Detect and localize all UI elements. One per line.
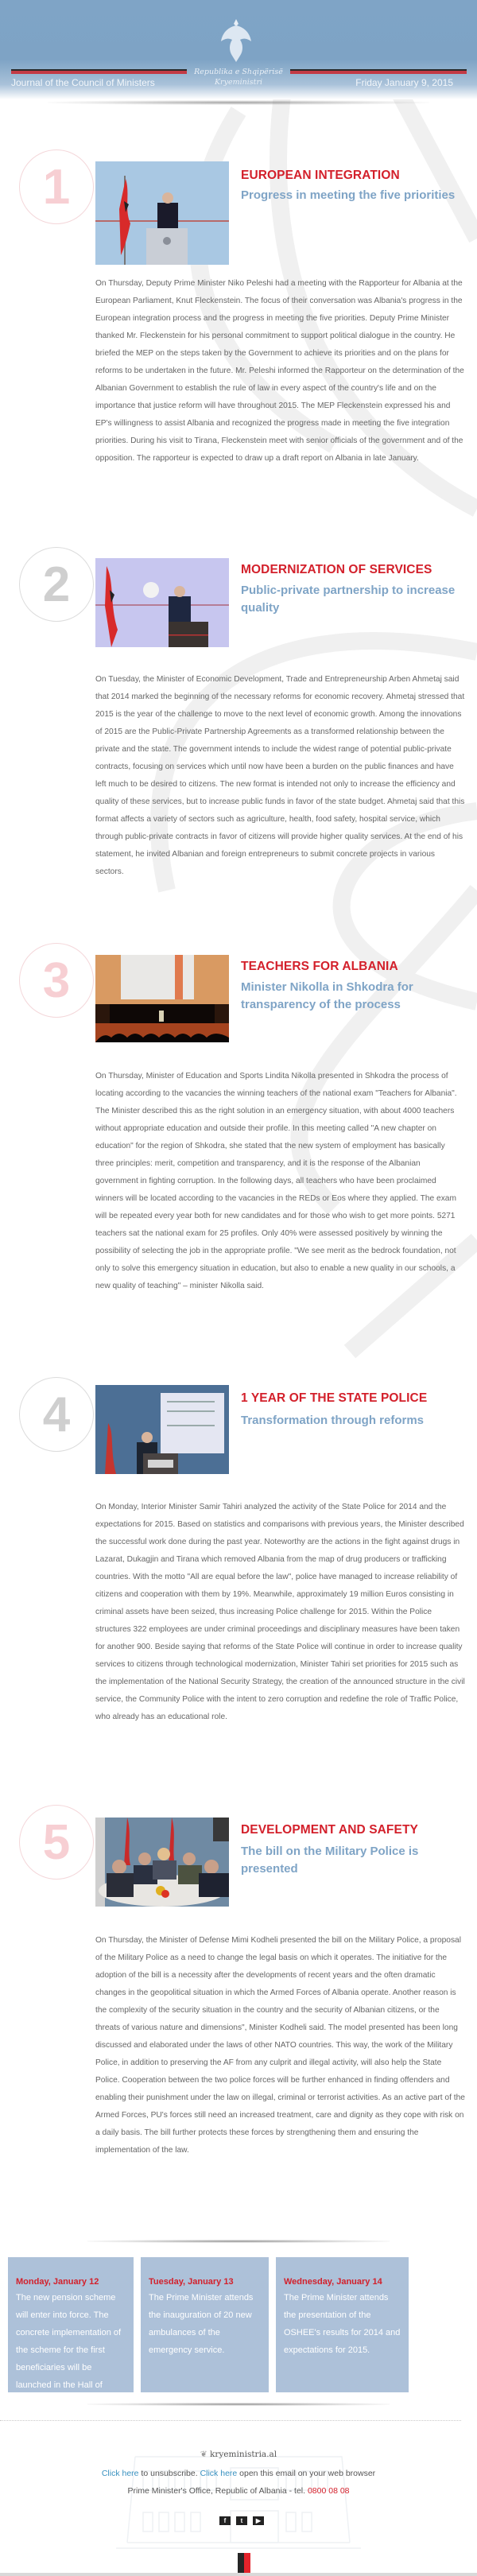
event-card-monday: [8, 2257, 134, 2407]
emblem-line-2: Kryeministri: [214, 78, 263, 87]
section-photo[interactable]: [95, 558, 229, 661]
eagle-emblem-small-icon: ❦: [200, 2450, 210, 2459]
phone-number[interactable]: 0800 08 08: [307, 2486, 350, 2496]
event-description: The Prime Minister attends the inauguration of 20 new ambulances of the emergency service.: [149, 2293, 254, 2355]
footer-links: [0, 2469, 477, 2478]
youtube-icon[interactable]: ▶: [253, 2516, 264, 2525]
section-title: 1 YEAR OF THE STATE POLICE: [241, 1391, 428, 1405]
section-title: MODERNIZATION OF SERVICES: [241, 563, 432, 576]
footer-contact: [0, 2486, 477, 2496]
section-number: 1: [19, 149, 94, 224]
event-date: Tuesday, January 13: [149, 2277, 234, 2287]
section-photo[interactable]: [95, 1818, 229, 1921]
event-card-wednesday: [276, 2257, 409, 2392]
office-text: Prime Minister's Office, Republic of Albania - tel.: [127, 2486, 308, 2496]
section-body: On Thursday, Deputy Prime Minister Niko Peleshi had a meeting with the Rapporteur for Albania at the European Parliament, Knut Fleckenstein. The focus of their conversation was Albania's progress in the European integration process and the progress in meeting the five priorities. Deputy Prime Minister thanked Mr. Fleckenstein for his personal commitment to support political dialogue in the country. He briefed the MEP on the steps taken by the Government to achieve its priorities and on the plans for reforms to be undertaken in the future. Mr. Peleshi informed the Rapporteur on the determination of the Albanian Government to establish the rule of law in every aspect of the country's life and on the importance that justice reform will have throughout 2015. The MEP Fleckenstein expressed his and EP's willingness to assist Albania and recognized the progress made in meeting the five integration priorities. During his visit to Tirana, Fleckenstein meet with senior officials of the government and of the opposition. The rapporteur is expected to draw up a draft report on Albania in late January.: [95, 279, 464, 463]
event-date: Wednesday, January 14: [284, 2277, 382, 2287]
view-in-browser-link[interactable]: Click here: [200, 2469, 238, 2478]
facebook-icon[interactable]: f: [219, 2516, 231, 2525]
events-top-divider: [87, 2240, 390, 2243]
press-conference-photo-icon: [95, 161, 229, 265]
section-body: On Thursday, Minister of Education and Sports Lindita Nikolla presented in Shkodra the process of locating according to the vacancies the winning teachers of the national exam "Teachers for Albania". The Minister described this as the right solution in an emergency situation, with about 4000 teachers without appropriate education and outside their profile. In this meeting called "A new chapter on education" for the region of Shkodra, she stated that the new system of employment has basically three principles: merit, competition and transparency, and it is the response of the Albanian government in fighting corruption. In the following days, all teachers who have been proclaimed winners will be located according to the vacancies in the REDs or Eos where they applied. The exam will be repeated every year both for new candidates and for those who wish to get more points. 5271 teachers sat the national exam for 25 profiles. Only 40% were assessed positively by winning the possibility of selecting the job in the appropriate profile. "We see merit as the bedrock foundation, not only to solve this emergency situation in education, but also to enable a new quality in our schools, a new quality of teaching" – minister Nikolla said.: [95, 1072, 457, 1290]
header-divider-left: [11, 69, 187, 74]
header-shadow: [48, 100, 429, 105]
footer-divider: [0, 2420, 461, 2421]
section-photo[interactable]: [95, 955, 229, 1058]
event-card-tuesday: [141, 2257, 269, 2392]
event-description: The new pension scheme will enter into force. The concrete implementation of the scheme for the first beneficiaries will be launched in the Hall of Maps.: [16, 2293, 122, 2407]
section-subtitle[interactable]: Progress in meeting the five priorities: [241, 188, 456, 202]
emblem-line-1: Republika e Shqipërisë: [194, 68, 283, 76]
section-number: 4: [19, 1377, 94, 1452]
bottom-strip: [0, 2573, 477, 2576]
journal-title: Journal of the Council of Ministers: [11, 77, 155, 88]
section-photo[interactable]: [95, 161, 229, 265]
government-building-icon: [111, 2449, 366, 2556]
event-description: The Prime Minister attends the presentation of the OSHEE's results for 2014 and expectations for 2015.: [284, 2293, 401, 2355]
section-number: 3: [19, 943, 94, 1018]
section-body: On Tuesday, the Minister of Economic Development, Trade and Entrepreneurship Arben Ahmetaj said that 2014 marked the beginning of the necessary reforms for economic recovery. Ahmetaj stressed that 2015 is the year of the challenge to move to the next level of economic growth. Among the innovations of 2015 are the Public-Private Partnership Agreements as a transformed relationship between the private and the state. The government intends to include the widest range of potential public-private contracts, focusing on services which until now have been a burden on the public finances and have left much to be desired to citizens. The new format is intended not only to increase the efficiency and quality of these services, but to increase public funds in favor of the state budget. Ahmetaj said that this format affects a variety of sectors such as agriculture, health, food safety, hospital service, which through public-private contracts in favor of citizens will provide higher quality services. At the end of his statement, he invited Albanian and foreign entrepreneurs to submit concrete projects in various sectors.: [95, 675, 465, 876]
section-title: TEACHERS FOR ALBANIA: [241, 960, 398, 973]
section-photo[interactable]: [95, 1385, 229, 1488]
events-bottom-divider: [87, 2403, 390, 2406]
auditorium-presentation-photo-icon: [95, 955, 229, 1042]
section-subtitle[interactable]: Minister Nikolla in Shkodra for transparency of the process: [241, 980, 413, 1011]
section-number: 5: [19, 1805, 94, 1880]
site-name[interactable]: kryeministria.al: [209, 2450, 277, 2459]
eagle-emblem-icon: [218, 17, 254, 65]
section-subtitle[interactable]: Public-private partnership to increase quality: [241, 584, 456, 615]
unsubscribe-text: to unsubscribe.: [138, 2469, 200, 2478]
header-divider-right: [290, 69, 467, 74]
footer-site[interactable]: [0, 2450, 477, 2459]
newsletter-header: [0, 0, 477, 99]
section-body: On Thursday, the Minister of Defense Mimi Kodheli presented the bill on the Military Police, a proposal of the Military Police as a need to change the legal basis on which it operates. The initiative for the adoption of the bill is a necessity after the developments of recent years and the often dramatic changes in the geopolitical situation in which the Armed Forces of Albania operate. Another reason is the complexity of the security situation in the country and the security of Albanian citizens, or the threats of various nature and dimensions", Minister Kodheli said. The model presented has been long discussed and elaborated under the laws of other NATO countries. This way, the work of the Military Police, in addition to preserving the AF from any culprit and illegal activity, will also help the State Police. Cooperation between the two police forces will be further enhanced in finding offenders and enabling their punishment under the law on illegal, criminal or terrorist activities. As an active part of the Armed Forces, PU's forces still need an increased treatment, care and dignity as they cope with risk on a daily basis. The bill further protects these forces by strengthening them and ensuring the implementation of the law.: [95, 1936, 465, 2155]
browser-text: open this email on your web browser: [237, 2469, 376, 2478]
section-subtitle[interactable]: The bill on the Military Police is presented: [241, 1845, 419, 1876]
section-subtitle[interactable]: Transformation through reforms: [241, 1414, 425, 1427]
unsubscribe-link[interactable]: Click here: [101, 2469, 139, 2478]
twitter-icon[interactable]: t: [236, 2516, 247, 2525]
event-date: Monday, January 12: [16, 2277, 99, 2287]
issue-date: Friday January 9, 2015: [355, 77, 453, 88]
emblem-caption: [183, 67, 294, 87]
minister-podium-photo-icon: [95, 558, 229, 647]
meeting-table-photo-icon: [95, 1818, 229, 1907]
section-body: On Monday, Interior Minister Samir Tahiri analyzed the activity of the State Police for 2014 and the expectations for 2015. Based on statistics and comparisons with previous years, the Minister described the successful work done during the past year. Noteworthy are the actions in the fight against drugs in Lazarat, Dukagjin and Tirana which removed Albania from the map of drug producers or trafficking countries. With the motto "All are equal before the law", police have managed to increase reliability of citizens and cooperation with them by 19%. Meanwhile, approximately 19 million Euros consisting in criminal assets have been seized, thus increasing Police challenge for 2015. Within the Police structures 322 employees are under criminal proceedings and disciplinary measures have been taken for another 900. Beside saying that reforms of the State Police will continue in order to increase quality services to citizens through technological modernization, Minister Tahiri set priorities for 2015 such as the implementation of the National Security Strategy, the creation of the announced structure in the civil service, the Community Police with the intent to zero corruption and redefine the role of Traffic Police, who already has an educational role.: [95, 1503, 465, 1721]
section-title: DEVELOPMENT AND SAFETY: [241, 1823, 418, 1837]
section-title: EUROPEAN INTEGRATION: [241, 169, 400, 182]
section-number: 2: [19, 547, 94, 622]
minister-presentation-photo-icon: [95, 1385, 229, 1474]
